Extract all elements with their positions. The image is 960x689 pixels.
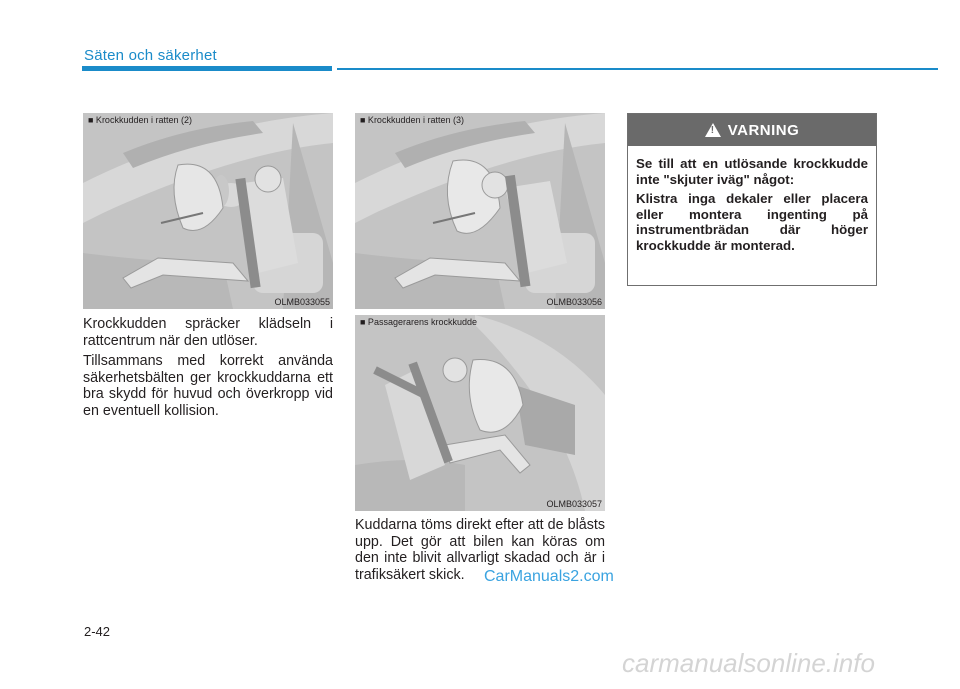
figure-passenger-airbag <box>355 315 605 511</box>
warning-triangle-icon: ! <box>705 123 721 137</box>
figure-caption: ■ Passagerarens krockkudde <box>360 317 477 327</box>
figure-caption: ■ Krockkudden i ratten (2) <box>88 115 192 125</box>
header-rule-thin <box>337 68 938 70</box>
warning-box <box>627 113 877 286</box>
paragraph: Kuddarna töms direkt efter att de blåsts upp. Det gör att bilen kan köras om den inte blivit allvarligt skadad och är i trafiksäkert skick. <box>355 517 605 583</box>
figure-driver-airbag-3 <box>355 113 605 309</box>
figure-code: OLMB033055 <box>274 297 330 307</box>
figure-caption: ■ Krockkudden i ratten (3) <box>360 115 464 125</box>
watermark: CarManuals2.com <box>484 568 614 585</box>
warning-paragraph: Klistra inga dekaler eller placera eller montera ingenting på instrumentbrädan där höger krockkudde är monterad. <box>636 191 868 253</box>
header-rule-thick <box>82 66 332 71</box>
left-column-text <box>83 316 333 419</box>
driver-airbag-illustration <box>355 113 605 309</box>
site-watermark: carmanualsonline.info <box>622 648 875 678</box>
paragraph: Krockkudden spräcker klädseln i rattcentrum när den utlöser. <box>83 316 333 349</box>
figure-code: OLMB033057 <box>546 499 602 509</box>
figure-driver-airbag-2 <box>83 113 333 309</box>
driver-airbag-illustration <box>83 113 333 309</box>
passenger-airbag-illustration <box>355 315 605 511</box>
warning-paragraph: Se till att en utlösande krockkudde inte "skjuter iväg" något: <box>636 156 868 187</box>
page-number: 2-42 <box>84 624 111 639</box>
warning-title: VARNING <box>727 121 800 139</box>
paragraph: Tillsammans med korrekt använda säkerhetsbälten ger krockkuddarna ett bra skydd för huvud och överkropp vid en eventuell kollision. <box>83 353 333 419</box>
figure-code: OLMB033056 <box>546 297 602 307</box>
warning-header <box>628 114 876 146</box>
section-title: Säten och säkerhet <box>84 47 217 64</box>
